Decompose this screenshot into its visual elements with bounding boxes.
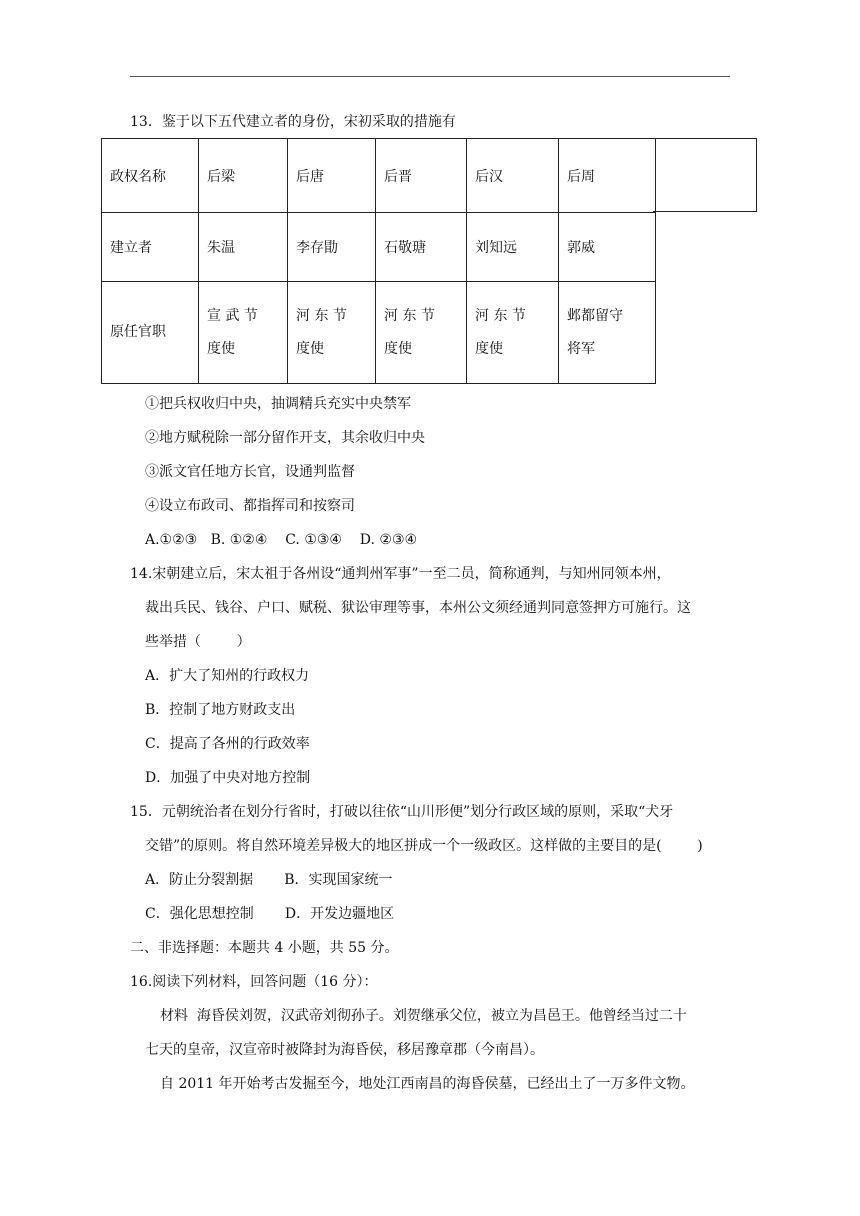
table-cell: 建立者 bbox=[102, 213, 199, 282]
table-cell: 后周 bbox=[559, 139, 656, 213]
section-heading: 二、非选择题：本题共 4 小题，共 55 分。 bbox=[130, 940, 399, 956]
q13-stem: 13．鉴于以下五代建立者的身份，宋初采取的措施有 bbox=[130, 114, 456, 130]
q13-item: ①把兵权收归中央，抽调精兵充实中央禁军 bbox=[145, 396, 411, 412]
q13-item: ③派文官任地方长官，设通判监督 bbox=[145, 464, 355, 480]
table-cell: 刘知远 bbox=[467, 213, 559, 282]
table-cell: 后梁 bbox=[199, 139, 288, 213]
table-cell: 政权名称 bbox=[102, 139, 199, 213]
q15-option: A．防止分裂割据 B．实现国家统一 bbox=[145, 872, 393, 888]
q14-line: 裁出兵民、钱谷、户口、赋税、狱讼审理等事，本州公文须经通判同意签押方可施行。这 bbox=[145, 600, 691, 616]
q15-line: 交错”的原则。将自然环境差异极大的地区拼成一个一级政区。这样做的主要目的是( ) bbox=[145, 838, 703, 854]
q15-option: C．强化思想控制 D．开发边疆地区 bbox=[145, 906, 395, 922]
q13-item: ④设立布政司、都指挥司和按察司 bbox=[145, 498, 355, 514]
q14-line: 些举措（ ） bbox=[145, 634, 251, 650]
table-cell: 河 东 节 度使 bbox=[376, 282, 467, 384]
table-cell: 宣 武 节 度使 bbox=[199, 282, 288, 384]
q16-material: 七天的皇帝，汉宣帝时被降封为海昏侯，移居豫章郡（今南昌）。 bbox=[145, 1042, 544, 1058]
table-cell: 河 东 节 度使 bbox=[288, 282, 376, 384]
q13-item: ②地方赋税除一部分留作开支，其余收归中央 bbox=[145, 430, 425, 446]
table-cell: 河 东 节 度使 bbox=[467, 282, 559, 384]
q15-line: 15．元朝统治者在划分行省时，打破以往依“山川形便”划分行政区域的原则，采取“犬牙 bbox=[130, 804, 674, 820]
q14-option: A．扩大了知州的行政权力 bbox=[145, 668, 310, 684]
q13-options: A.①②③ B. ①②④ C. ①③④ D. ②③④ bbox=[145, 532, 418, 548]
table-row bbox=[102, 282, 656, 384]
header-rule bbox=[130, 76, 730, 77]
table-row bbox=[102, 139, 656, 213]
table-cell: 邺都留守 将军 bbox=[559, 282, 656, 384]
table-cell: 后汉 bbox=[467, 139, 559, 213]
table-cell: 石敬瑭 bbox=[376, 213, 467, 282]
q16-material: 材料 海昏侯刘贺，汉武帝刘彻孙子。刘贺继承父位，被立为昌邑王。他曾经当过二十 bbox=[160, 1008, 687, 1024]
table-row bbox=[102, 213, 656, 282]
table-cell: 原任官职 bbox=[102, 282, 199, 384]
q16-stem: 16.阅读下列材料，回答问题（16 分）： bbox=[130, 974, 378, 990]
table-cell: 后晋 bbox=[376, 139, 467, 213]
table-cell: 李存勖 bbox=[288, 213, 376, 282]
q14-option: D．加强了中央对地方控制 bbox=[145, 770, 311, 786]
q13-table bbox=[101, 138, 656, 384]
table-extra-cell bbox=[653, 138, 757, 212]
q16-material: 自 2011 年开始考古发掘至今，地处江西南昌的海昏侯墓，已经出土了一万多件文物。 bbox=[160, 1076, 695, 1092]
q14-option: C．提高了各州的行政效率 bbox=[145, 736, 310, 752]
q14-option: B．控制了地方财政支出 bbox=[145, 702, 296, 718]
table-cell: 后唐 bbox=[288, 139, 376, 213]
table-cell: 郭威 bbox=[559, 213, 656, 282]
q14-line: 14.宋朝建立后，宋太祖于各州设“通判州军事”一至二员，简称通判，与知州同领本州， bbox=[130, 566, 671, 582]
table-cell: 朱温 bbox=[199, 213, 288, 282]
